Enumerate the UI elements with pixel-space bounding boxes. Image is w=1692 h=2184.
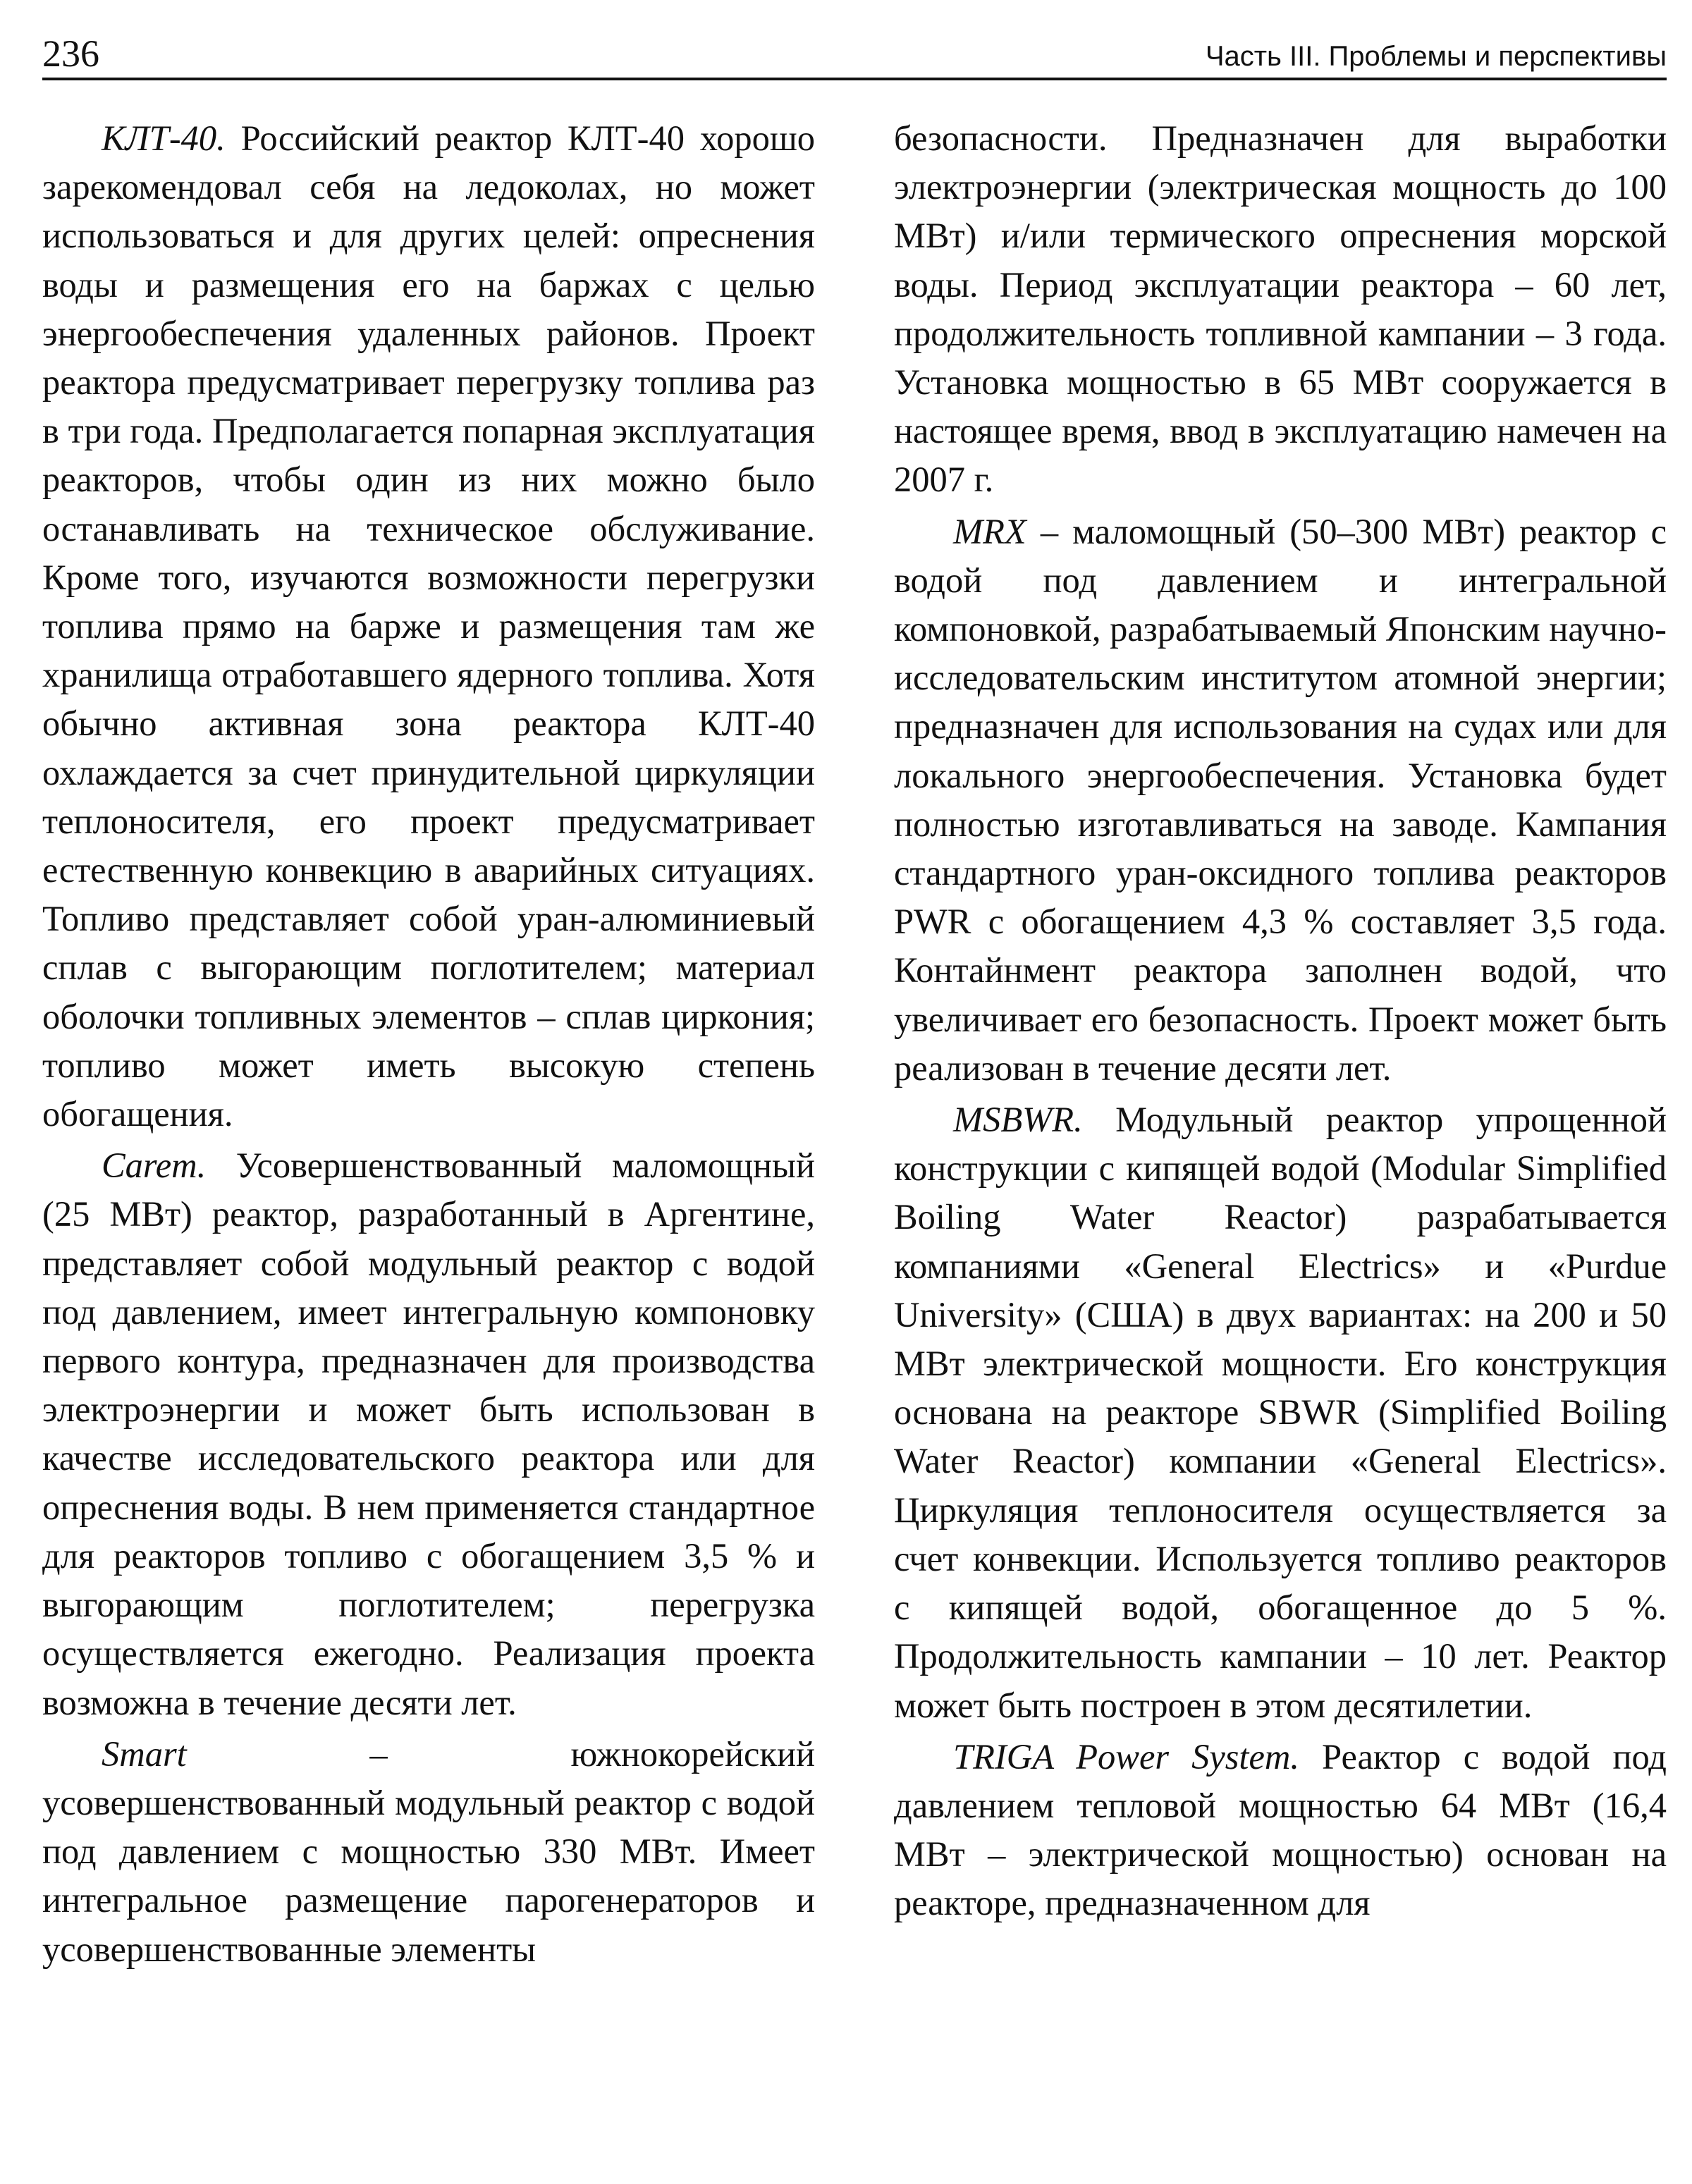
text-smart: – южнокорейский усовершенствованный модульный реактор с водой под давлением с мощностью 330 МВт. Имеет интегральное размещение парогенераторов и усовершенствованные элементы xyxy=(42,1734,815,1969)
term-triga: TRIGA Power System. xyxy=(953,1736,1299,1777)
text-carem: Усовершенствованный маломощный (25 МВт) реактор, разработанный в Аргентине, представляет собой модульный реактор с водой под давлением, имеет интегральную компоновку первого контура, предназначен для производства электроэнергии и может быть использован в качестве исследовательского реактора или для опреснения воды. В нем применяется стандартное для реакторов топливо с обогащением 3,5 % и выгорающим поглотителем; перегрузка осуществляется ежегодно. Реализация проекта возможна в течение десяти лет. xyxy=(42,1146,815,1722)
text-msbwr: Модульный реактор упрощенной конструкции с кипящей водой (Modular Simplified Boiling Water Reactor) разрабатывается компаниями «General Electrics» и «Purdue University» (США) в двух вариантах: на 200 и 50 МВт электрической мощности. Его конструкция основана на реакторе SBWR (Simplified Boiling Water Reactor) компании «General Electrics». Циркуляция теплоносителя осуществляется за счет конвекции. Используется топливо реакторов с кипящей водой, обогащенное до 5 %. Продолжительность кампании – 10 лет. Реактор может быть построен в этом десятилетии. xyxy=(894,1100,1667,1725)
term-mrx: MRX xyxy=(953,511,1026,551)
running-title: Часть III. Проблемы и перспективы xyxy=(1205,41,1667,72)
left-column xyxy=(42,114,815,2173)
paragraph-smart-continuation: безопасности. Предназначен для выработки электроэнергии (электрическая мощность до 100 МВт) и/или термического опреснения морской воды. Период эксплуатации реактора – 60 лет, продолжительность топливной кампании – 3 года. Установка мощностью в 65 МВт сооружается в настоящее время, ввод в эксплуатацию намечен на 2007 г. xyxy=(894,118,1667,500)
paragraph-carem xyxy=(42,1141,815,1726)
header-rule xyxy=(42,78,1667,80)
text-mrx: – маломощный (50–300 МВт) реактор с водой под давлением и интегральной компоновкой, разрабатываемый Японским научно-исследовательским институтом атомной энергии; предназначен для использования на судах или для локального энергообеспечения. Установка будет полностью изготавливаться на заводе. Кампания стандартного уран-оксидного топлива реакторов PWR с обогащением 4,3 % составляет 3,5 года. Контайнмент реактора заполнен водой, что увеличивает его безопасность. Проект может быть реализован в течение десяти лет. xyxy=(894,511,1667,1088)
text-triga: Реактор с водой под давлением тепловой мощностью 64 МВт (16,4 МВт – электрической мощностью) основан на реакторе, предназначенном для xyxy=(894,1736,1667,1923)
paragraph-triga xyxy=(894,1733,1667,1928)
term-klt40: КЛТ-40. xyxy=(102,118,226,158)
paragraph-klt40 xyxy=(42,114,815,1139)
page-number: 236 xyxy=(42,32,99,75)
page-header xyxy=(42,31,1667,76)
term-smart: Smart xyxy=(102,1734,187,1774)
paragraph-smart xyxy=(42,1730,815,1974)
term-carem: Carem. xyxy=(102,1146,207,1186)
paragraph-mrx xyxy=(894,508,1667,1093)
term-msbwr: MSBWR. xyxy=(953,1100,1083,1140)
text-klt40: Российский реактор КЛТ-40 хорошо зарекомендовал себя на ледоколах, но может использоваться и для других целей: опреснения воды и размещения его на баржах с целью энергообеспечения удаленных районов. Проект реактора предусматривает перегрузку топлива раз в три года. Предполагается попарная эксплуатация реакторов, чтобы один из них можно было останавливать на техническое обслуживание. Кроме того, изучаются возможности перегрузки топлива прямо на барже и размещения там же хранилища отработавшего ядерного топлива. Хотя обычно активная зона реактора КЛТ-40 охлаждается за счет принудительной циркуляции теплоносителя, его проект предусматривает естественную конвекцию в аварийных ситуациях. Топливо представляет собой уран-алюминиевый сплав с выгорающим поглотителем; материал оболочки топливных элементов – сплав циркония; топливо может иметь высокую степень обогащения. xyxy=(42,118,815,1134)
paragraph-msbwr xyxy=(894,1096,1667,1730)
right-column xyxy=(894,114,1667,2173)
